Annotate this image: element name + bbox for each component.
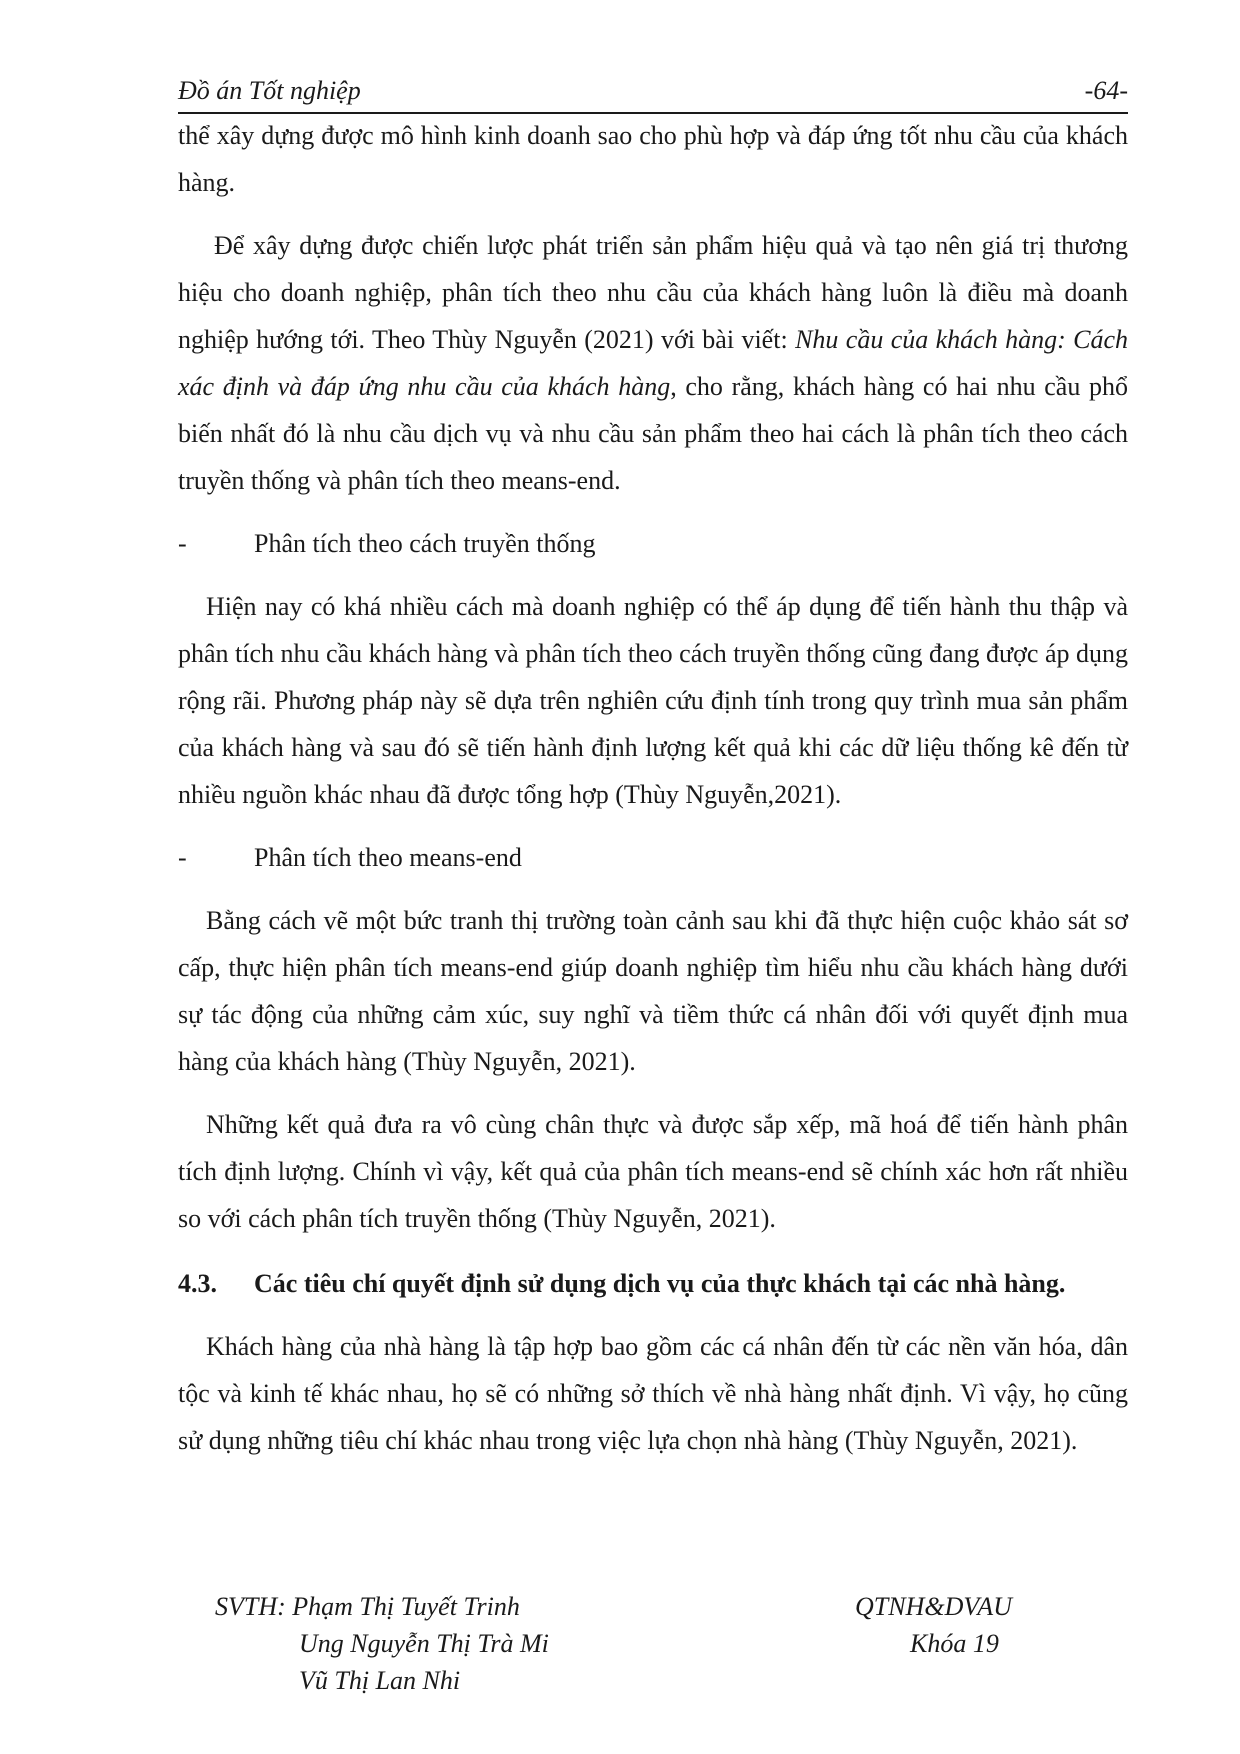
- student-line: Vũ Thị Lan Nhi: [299, 1666, 461, 1695]
- bullet-means-end-analysis: [178, 834, 1128, 881]
- paragraph-means-end: Bằng cách vẽ một bức tranh thị trường toàn cảnh sau khi đã thực hiện cuộc khảo sát sơ cấp, thực hiện phân tích means-end giúp doanh nghiệp tìm hiểu nhu cầu khách hàng dưới sự tác động của những cảm xúc, suy nghĩ và tiềm thức cá nhân đối với quyết định mua hàng của khách hàng (Thùy Nguyễn, 2021).: [178, 906, 1128, 1076]
- paragraph-means-end-results: Những kết quả đưa ra vô cùng chân thực và được sắp xếp, mã hoá để tiến hành phân tích định lượng. Chính vì vậy, kết quả của phân tích means-end sẽ chính xác hơn rất nhiều so với cách phân tích truyền thống (Thùy Nguyễn, 2021).: [178, 1110, 1128, 1233]
- paragraph-text: Để xây dựng được chiến lược phát triển sản phẩm hiệu quả và tạo nên giá trị thương hiệu cho doanh nghiệp, phân tích theo nhu cầu của khách hàng luôn là điều mà doanh nghiệp hướng tới. Theo Thùy Nguyễn (2021) với bài viết:: [178, 231, 1128, 354]
- page-number: -64-: [1084, 76, 1128, 105]
- bullet-text: Phân tích theo cách truyền thống: [254, 529, 596, 558]
- section-heading-4-3: [178, 1260, 1128, 1307]
- bullet-text: Phân tích theo means-end: [254, 843, 522, 872]
- bullet-traditional-analysis: [178, 520, 1128, 567]
- document-title: Đồ án Tốt nghiệp: [178, 76, 361, 105]
- bullet-dash: -: [178, 843, 187, 872]
- paragraph-customer-needs: [178, 222, 1128, 504]
- cohort-label: Khóa 19: [910, 1629, 999, 1658]
- program-name: QTNH&DVAU: [855, 1592, 1012, 1621]
- article-title: Nhu cầu của khách hàng: Cách xác định và đáp ứng nhu cầu của khách hàng: [178, 325, 1129, 401]
- student-line: SVTH: Phạm Thị Tuyết Trinh: [215, 1592, 520, 1621]
- page-header: [178, 70, 1128, 114]
- footer-students: [215, 1588, 735, 1699]
- paragraph-restaurant-customers: Khách hàng của nhà hàng là tập hợp bao gồm các cá nhân đến từ các nền văn hóa, dân tộc và kinh tế khác nhau, họ sẽ có những sở thích về nhà hàng nhất định. Vì vậy, họ cũng sử dụng những tiêu chí khác nhau trong việc lựa chọn nhà hàng (Thùy Nguyễn, 2021).: [178, 1332, 1128, 1455]
- bullet-dash: -: [178, 529, 187, 558]
- section-number: 4.3.: [178, 1269, 217, 1298]
- footer-program: [855, 1588, 1075, 1662]
- paragraph-traditional-analysis: Hiện nay có khá nhiều cách mà doanh nghiệp có thể áp dụng để tiến hành thu thập và phân tích nhu cầu khách hàng và phân tích theo cách truyền thống cũng đang được áp dụng rộng rãi. Phương pháp này sẽ dựa trên nghiên cứu định tính trong quy trình mua sản phẩm của khách hàng và sau đó sẽ tiến hành định lượng kết quả khi các dữ liệu thống kê đến từ nhiều nguồn khác nhau đã được tổng hợp (Thùy Nguyễn,2021).: [178, 592, 1128, 809]
- paragraph-continuation: thể xây dựng được mô hình kinh doanh sao cho phù hợp và đáp ứng tốt nhu cầu của khách hàng.: [178, 121, 1128, 197]
- section-title: Các tiêu chí quyết định sử dụng dịch vụ của thực khách tại các nhà hàng.: [254, 1269, 1066, 1298]
- student-line: Ung Nguyễn Thị Trà Mi: [299, 1629, 549, 1658]
- paragraph-text: , cho rằng, khách hàng có hai nhu cầu phổ biến nhất đó là nhu cầu dịch vụ và nhu cầu sản phẩm theo hai cách là phân tích theo cách truyền thống và phân tích theo means-end.: [178, 372, 1128, 495]
- page-body: [178, 112, 1128, 1464]
